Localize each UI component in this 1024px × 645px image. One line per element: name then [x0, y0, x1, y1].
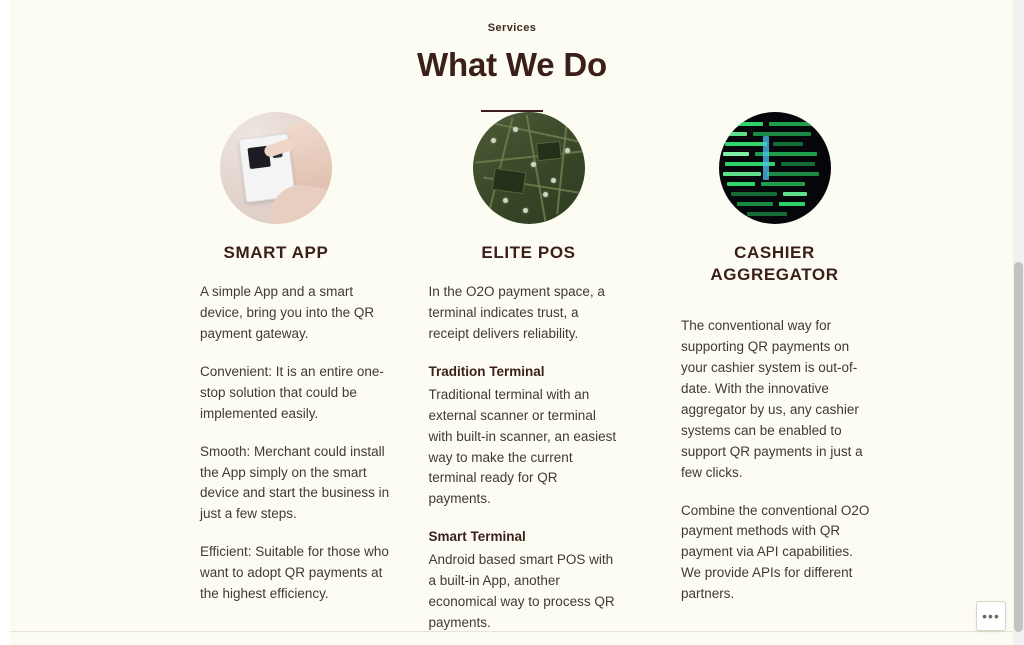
card-paragraph: In the O2O payment space, a terminal indicates trust, a receipt delivers reliability. — [428, 284, 605, 341]
page-left-margin — [0, 0, 10, 645]
card-paragraph: Combine the conventional O2O payment methods with QR payment via API capabilities. We provide APIs for different partners. — [681, 502, 870, 602]
card-body — [429, 282, 621, 634]
subsection-heading: Smart Terminal — [428, 529, 526, 545]
service-card-smart-app — [172, 112, 390, 634]
card-paragraph: The conventional way for supporting QR payments on your cashier system is out-of-date. With the innovative aggregator by us, any cashier systems can be enabled to support QR payments in just a few clicks. — [681, 318, 863, 480]
overflow-menu-button[interactable]: ••• — [976, 601, 1006, 631]
services-columns — [172, 112, 872, 634]
footer-divider — [10, 631, 1014, 632]
card-title: SMART APP — [223, 243, 329, 262]
service-card-cashier-aggregator — [677, 112, 872, 634]
card-paragraph: Efficient: Suitable for those who want to adopt QR payments at the highest efficiency. — [200, 544, 389, 602]
page-title: What We Do — [417, 46, 607, 83]
card-paragraph: A simple App and a smart device, bring you into the QR payment gateway. — [200, 284, 375, 341]
service-card-elite-pos — [429, 112, 629, 634]
card-subsection — [429, 362, 621, 510]
scrollbar-thumb[interactable] — [1014, 262, 1023, 632]
smart-app-photo — [220, 112, 332, 224]
subsection-heading: Tradition Terminal — [428, 363, 545, 379]
card-body — [200, 282, 396, 605]
subsection-text: Traditional terminal with an external scanner or terminal with built-in scanner, an easiest way to make the current terminal ready for QR payments. — [428, 386, 617, 507]
card-image-wrap — [677, 112, 872, 224]
card-paragraph: Convenient: It is an entire one-stop solution that could be implemented easily. — [200, 363, 384, 421]
section-eyebrow: Services — [487, 22, 537, 34]
card-title: ELITE POS — [481, 243, 576, 262]
card-subsection — [429, 527, 621, 634]
code-terminal-photo — [719, 112, 831, 224]
page-scrollbar[interactable] — [1013, 0, 1024, 645]
card-image-wrap — [429, 112, 629, 224]
card-paragraph: Smooth: Merchant could install the App simply on the smart device and start the business in just a few steps. — [200, 443, 390, 522]
card-body — [681, 304, 873, 605]
subsection-text: Android based smart POS with a built-in App, another economical way to process QR payments. — [428, 552, 615, 630]
card-image-wrap — [172, 112, 380, 224]
card-title: CASHIER AGGREGATOR — [710, 243, 839, 285]
circuit-board-photo — [473, 112, 585, 224]
